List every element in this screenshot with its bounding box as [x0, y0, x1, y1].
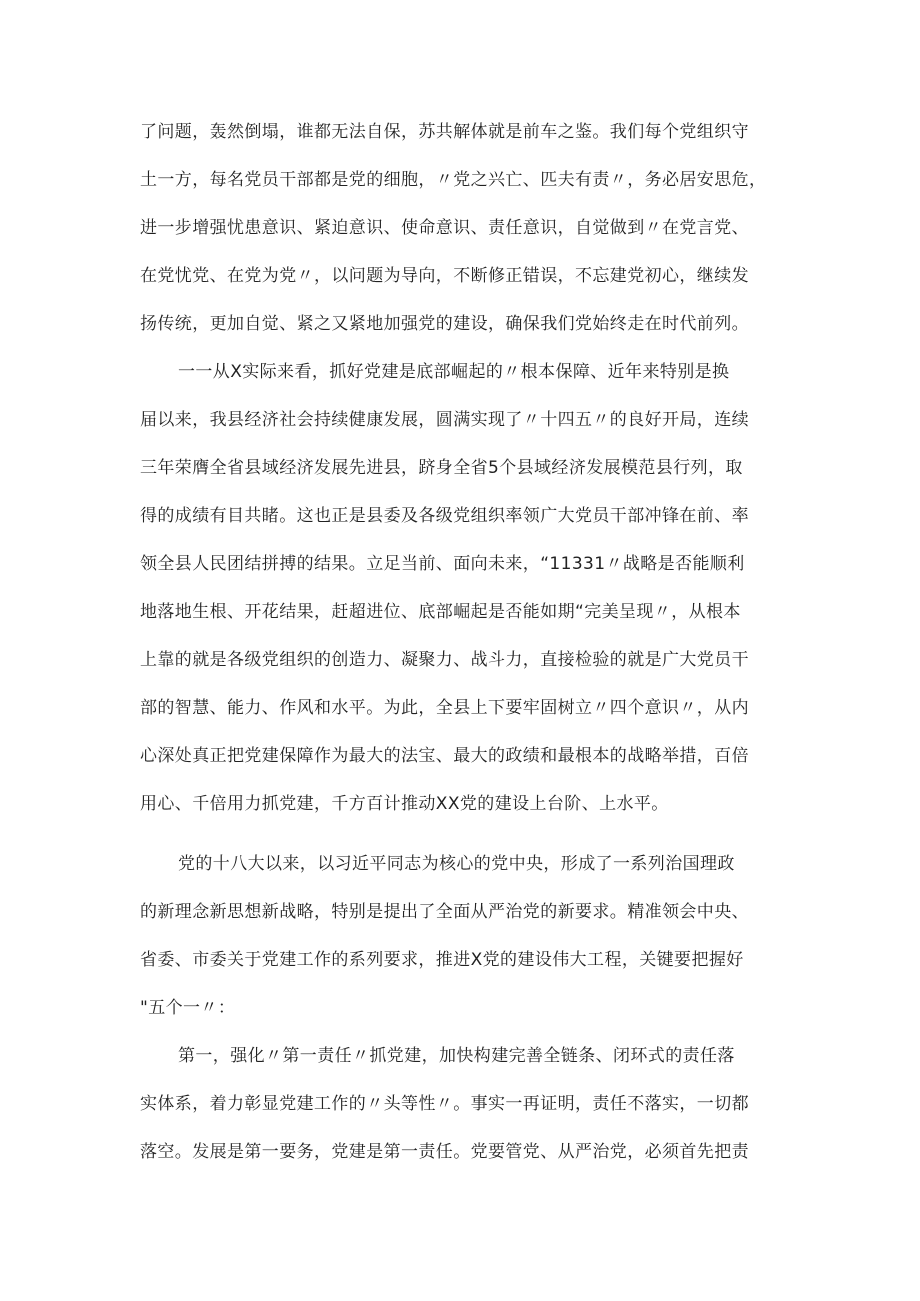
text-line: 在党忧党、在党为党〃，以问题为导向，不断修正错误，不忘建党初心，继续发	[140, 266, 749, 286]
text-line: 党的十八大以来，以习近平同志为核心的党中央，形成了一系列治国理政	[178, 854, 735, 874]
document-body	[140, 108, 790, 1176]
text-line: "五个一〃：	[140, 998, 236, 1018]
text-line: 土一方，每名党员干部都是党的细胞，〃党之兴亡、匹夫有责〃，务必居安思危，	[140, 170, 767, 190]
text-line: 用心、千倍用力抓党建，千方百计推动XX党的建设上台阶、上水平。	[140, 794, 669, 814]
text-line: 得的成绩有目共睹。这也正是县委及各级党组织率领广大党员干部冲锋在前、率	[140, 506, 749, 526]
text-line: 进一步增强忧患意识、紧迫意识、使命意识、责任意识，自觉做到〃在党言党、	[140, 218, 749, 238]
text-line: 一一从X实际来看，抓好党建是底部崛起的〃根本保障、近年来特别是换	[178, 362, 730, 382]
text-line: 心深处真正把党建保障作为最大的法宝、最大的政绩和最根本的战略举措，百倍	[140, 746, 749, 766]
paragraph-4	[140, 1032, 790, 1176]
text-line: 三年荣膺全省县域经济发展先进县，跻身全省5个县域经济发展模范县行列，取	[140, 458, 743, 478]
text-line: 省委、市委关于党建工作的系列要求，推进X党的建设伟大工程，关键要把握好	[140, 950, 744, 970]
text-line: 扬传统，更加自觉、紧之又紧地加强党的建设，确保我们党始终走在时代前列。	[140, 314, 749, 334]
text-line: 届以来，我县经济社会持续健康发展，圆满实现了〃十四五〃的良好开局，连续	[140, 410, 749, 430]
text-line: 了问题，轰然倒塌，谁都无法自保，苏共解体就是前车之鉴。我们每个党组织守	[140, 122, 749, 142]
text-line: 地落地生根、开花结果，赶超进位、底部崛起是否能如期“完美呈现〃，从根本	[140, 602, 741, 622]
text-line: 部的智慧、能力、作风和水平。为此，全县上下要牢固树立〃四个意识〃，从内	[140, 698, 749, 718]
paragraph-3	[140, 840, 790, 1032]
text-line: 领全县人民团结拼搏的结果。立足当前、面向未来，“11331〃战略是否能顺利	[140, 554, 745, 574]
text-line: 实体系，着力彰显党建工作的〃头等性〃。事实一再证明，责任不落实，一切都	[140, 1094, 749, 1114]
text-line: 第一，强化〃第一责任〃抓党建，加快构建完善全链条、闭环式的责任落	[178, 1046, 735, 1066]
paragraph-2	[140, 348, 790, 828]
text-line: 的新理念新思想新战略，特别是提出了全面从严治党的新要求。精准领会中央、	[140, 902, 749, 922]
text-line: 落空。发展是第一要务，党建是第一责任。党要管党、从严治党，必须首先把责	[140, 1142, 749, 1162]
text-line: 上靠的就是各级党组织的创造力、凝聚力、战斗力，直接检验的就是广大党员干	[140, 650, 749, 670]
paragraph-1	[140, 108, 790, 348]
